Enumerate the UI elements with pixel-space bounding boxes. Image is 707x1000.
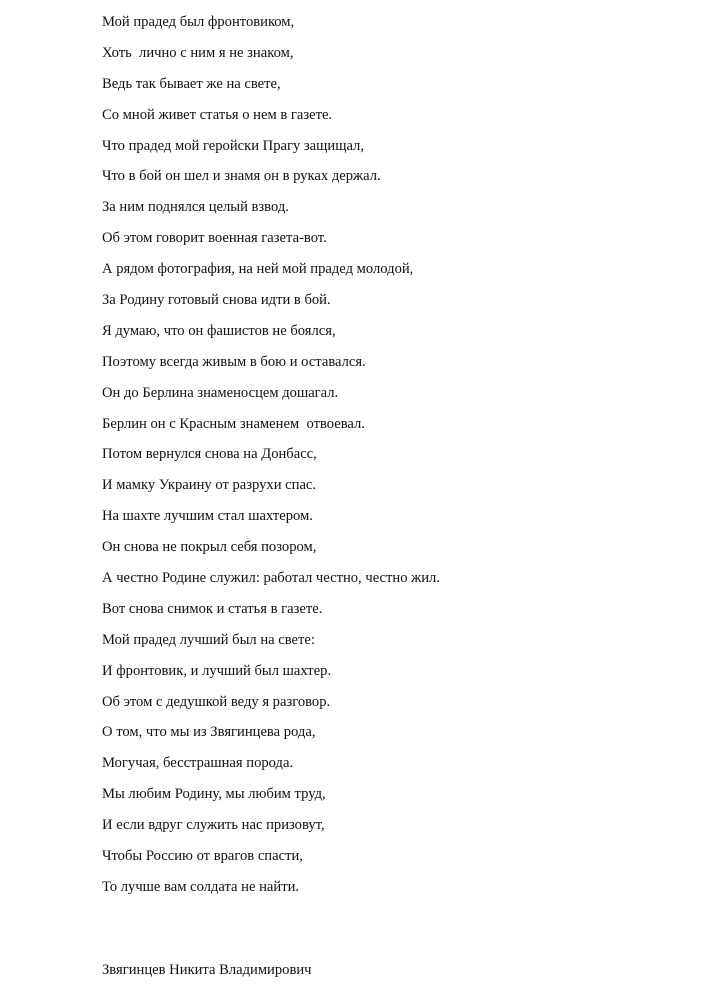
poem-line: Об этом говорит военная газета-вот. — [102, 230, 327, 247]
poem-line: Со мной живет статья о нем в газете. — [102, 106, 333, 123]
poem-line: А рядом фотография, на ней мой прадед молодой, — [102, 261, 414, 278]
poem-line: Вот снова снимок и статья в газете. — [102, 600, 323, 617]
author-name: Звягинцев Никита Владимирович — [102, 962, 312, 978]
poem-line: А честно Родине служил: работал честно, честно жил. — [102, 570, 440, 587]
poem-line: О том, что мы из Звягинцева рода, — [102, 724, 316, 741]
poem-line: Мой прадед лучший был на свете: — [102, 631, 315, 648]
poem-line: Мой прадед был фронтовиком, — [102, 14, 295, 30]
poem-line: Ведь так бывает же на свете, — [102, 75, 281, 92]
poem-line: Хоть лично с ним я не знаком, — [102, 44, 294, 61]
poem-line: Мы любим Родину, мы любим труд, — [102, 786, 326, 803]
poem-text — [102, 7, 682, 903]
poem-line: За ним поднялся целый взвод. — [102, 199, 289, 216]
poem-line: За Родину готовый снова идти в бой. — [102, 292, 331, 309]
poem-line: Потом вернулся снова на Донбасс, — [102, 446, 317, 463]
poem-line: Он снова не покрыл себя позором, — [102, 539, 317, 556]
poem-line: Он до Берлина знаменосцем дошагал. — [102, 384, 339, 401]
poem-line: И если вдруг служить нас призовут, — [102, 817, 325, 834]
poem-line: Поэтому всегда живым в бою и оставался. — [102, 353, 366, 370]
poem-line: Могучая, бесстрашная порода. — [102, 755, 294, 772]
poem-line: Чтобы Россию от врагов спасти, — [102, 848, 303, 865]
poem-line: На шахте лучшим стал шахтером. — [102, 508, 313, 525]
poem-line: Берлин он с Красным знаменем отвоевал. — [102, 415, 365, 432]
poem-line: И мамку Украину от разрухи спас. — [102, 477, 317, 494]
poem-line: Об этом с дедушкой веду я разговор. — [102, 693, 331, 710]
poem-line: Я думаю, что он фашистов не боялся, — [102, 322, 336, 339]
poem-line: Что прадед мой геройски Прагу защищал, — [102, 137, 364, 154]
poem-line: То лучше вам солдата не найти. — [102, 878, 300, 895]
poem-line: И фронтовик, и лучший был шахтер. — [102, 662, 332, 679]
poem-line: Что в бой он шел и знамя он в руках держал. — [102, 168, 381, 185]
